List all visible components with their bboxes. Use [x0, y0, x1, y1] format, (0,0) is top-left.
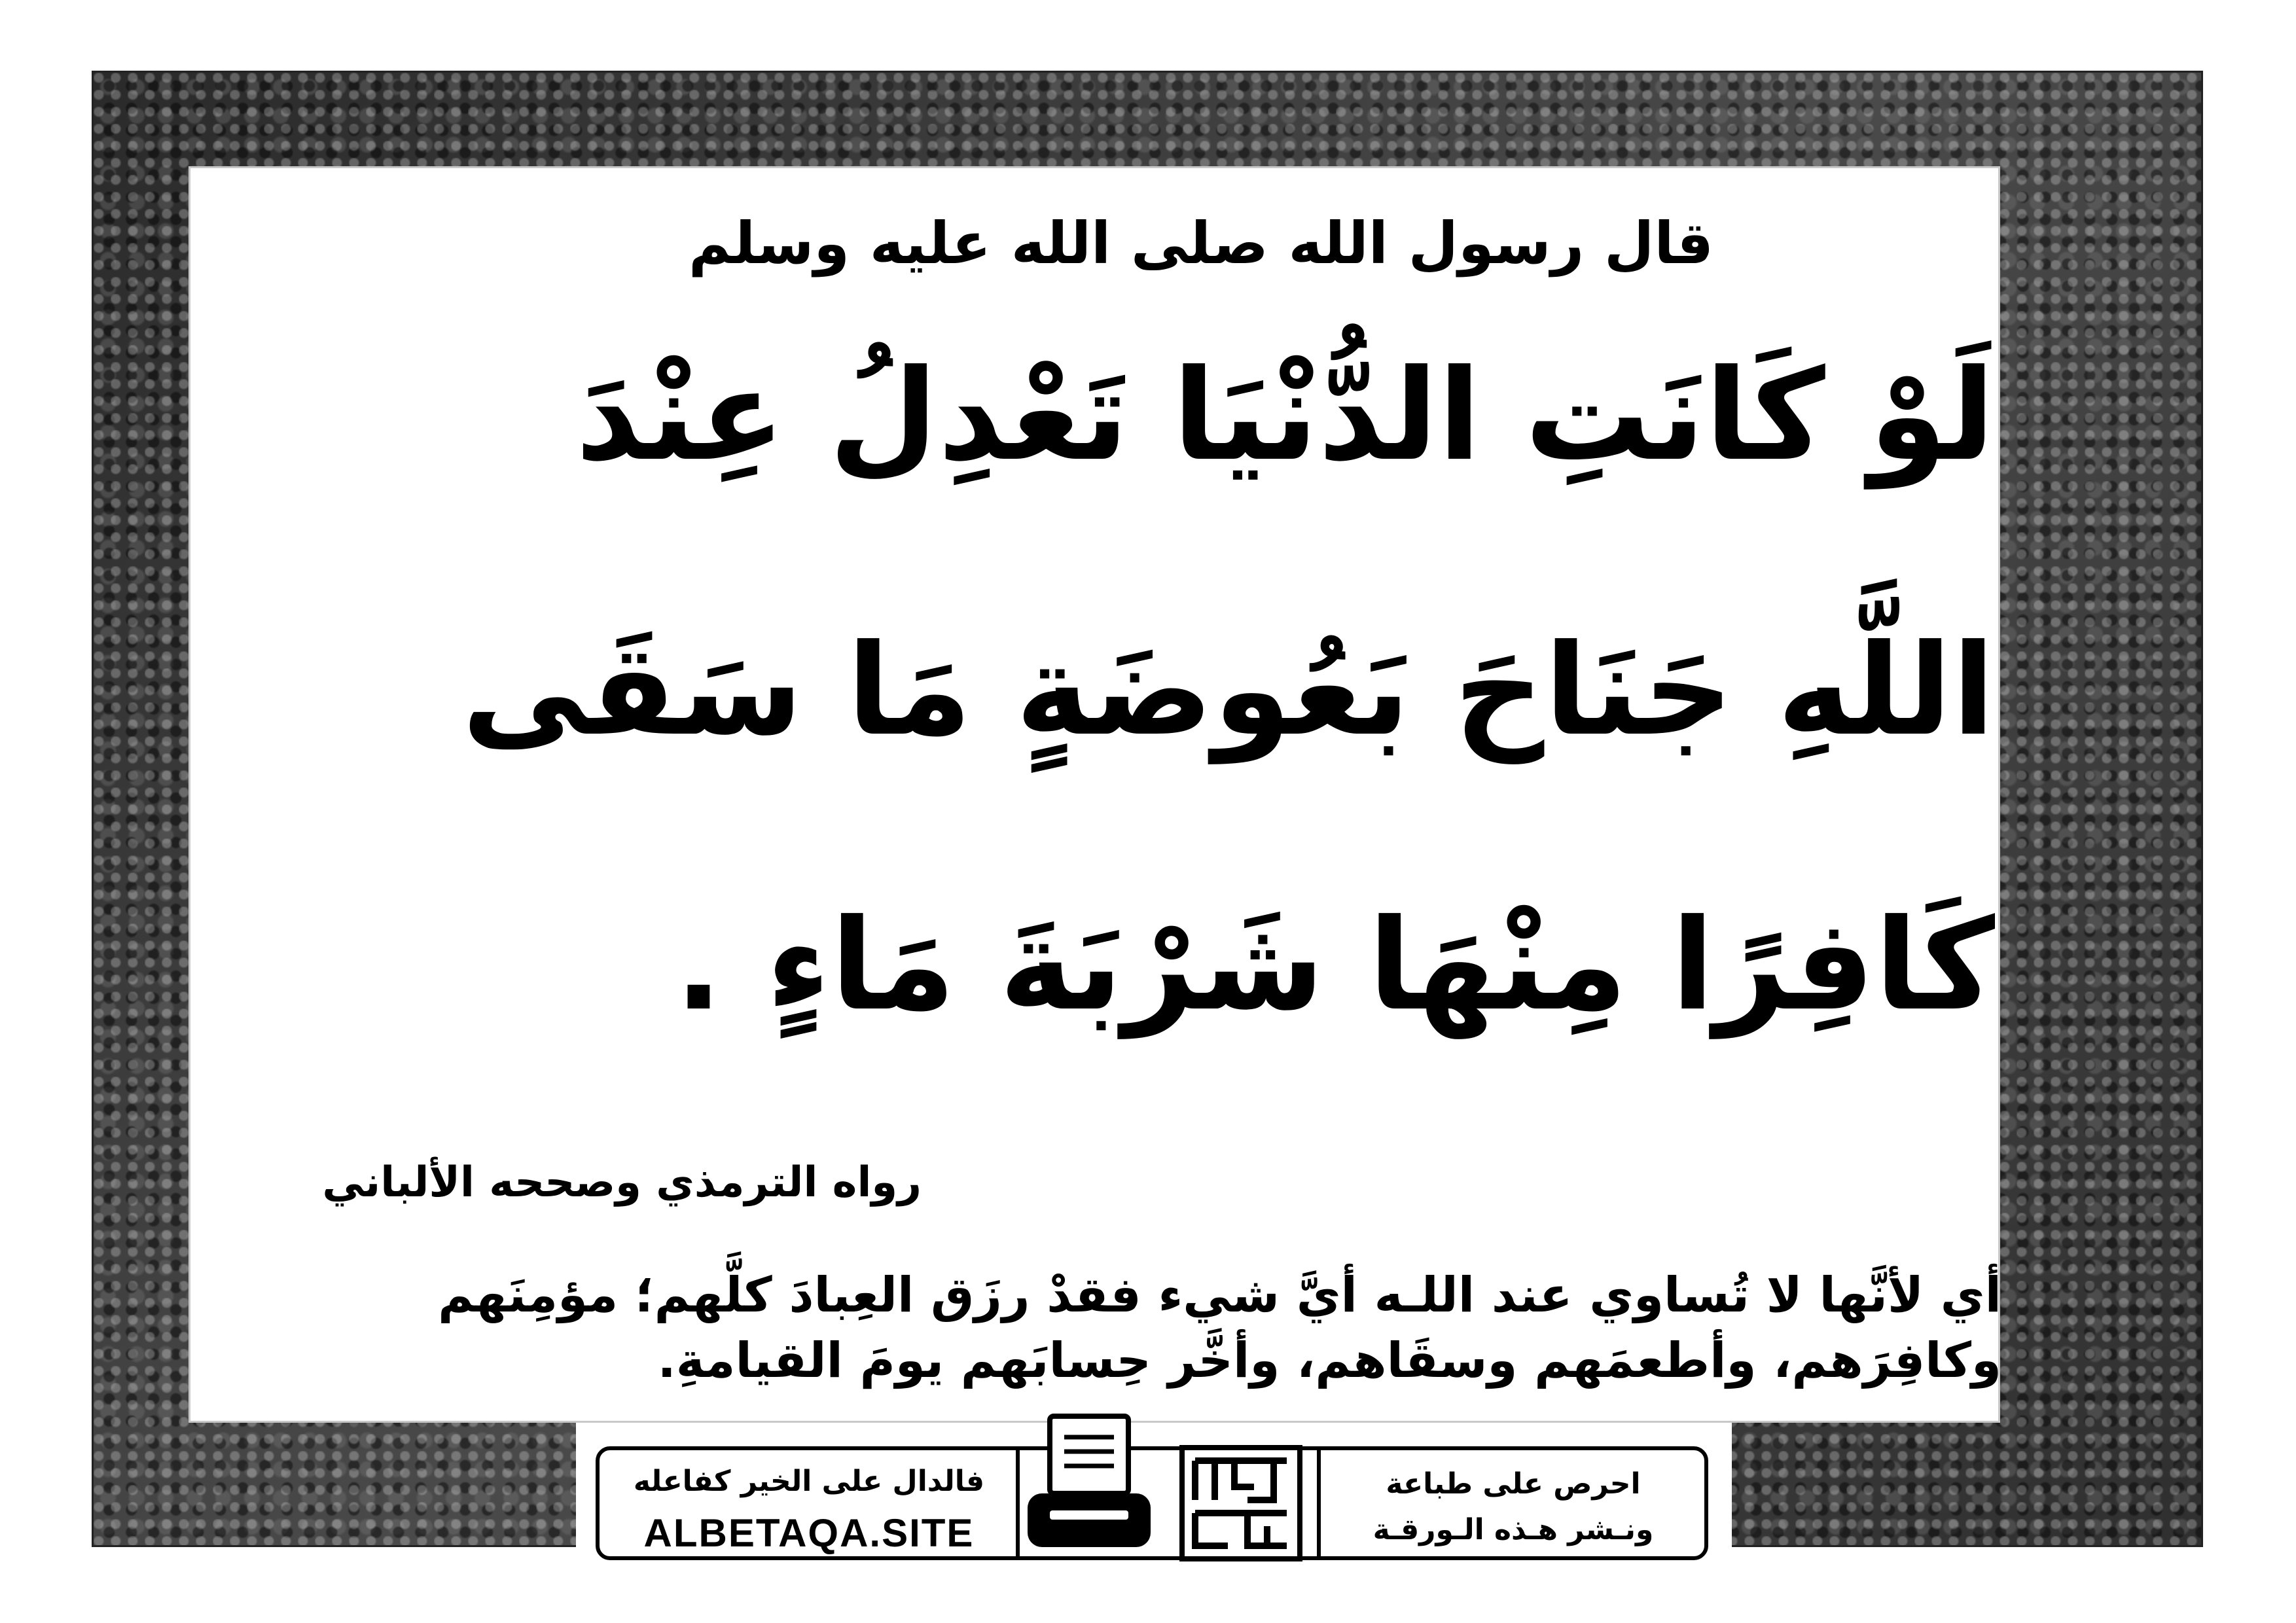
- explanation-text: أي لأنَّها لا تُساوي عند اللـه أيَّ شيء فقدْ رزَق العِبادَ كلَّهم؛ مؤمِنَهم وكافِرَهم، وأطعمَهم وسقَاهم، وأخَّر حِسابَهم يومَ القيامةِ.: [438, 1267, 2001, 1389]
- hadith-line-1: لَوْ كَانَتِ الدُّنْيَا تَعْدِلُ عِنْدَ: [575, 343, 1995, 489]
- hadith-source: رواه الترمذي وصححه الألباني: [322, 1158, 922, 1207]
- footer-divider: [1016, 1450, 1020, 1556]
- hadith-line-2: اللَّهِ جَنَاحَ بَعُوضَةٍ مَا سَقَى: [461, 618, 1995, 764]
- footer-divider: [1317, 1450, 1321, 1556]
- footer-print-text: احرص على طباعة: [1386, 1467, 1641, 1501]
- footer-share-text: ونـشر هـذه الـورقـة: [1372, 1513, 1654, 1546]
- footer-site[interactable]: ALBETAQA.SITE: [643, 1511, 975, 1555]
- hadith-line-3: كَافِرًا مِنْهَا شَرْبَةَ مَاءٍ .: [674, 893, 1995, 1039]
- footer-box: [596, 1446, 1708, 1560]
- footer-motto: فالدال على الخير كفاعله: [633, 1465, 985, 1498]
- printer-icon: [1024, 1411, 1155, 1561]
- intro-text: قال رسول الله صلى الله عليه وسلم: [688, 209, 1713, 277]
- albetaqa-logo: [1175, 1441, 1306, 1565]
